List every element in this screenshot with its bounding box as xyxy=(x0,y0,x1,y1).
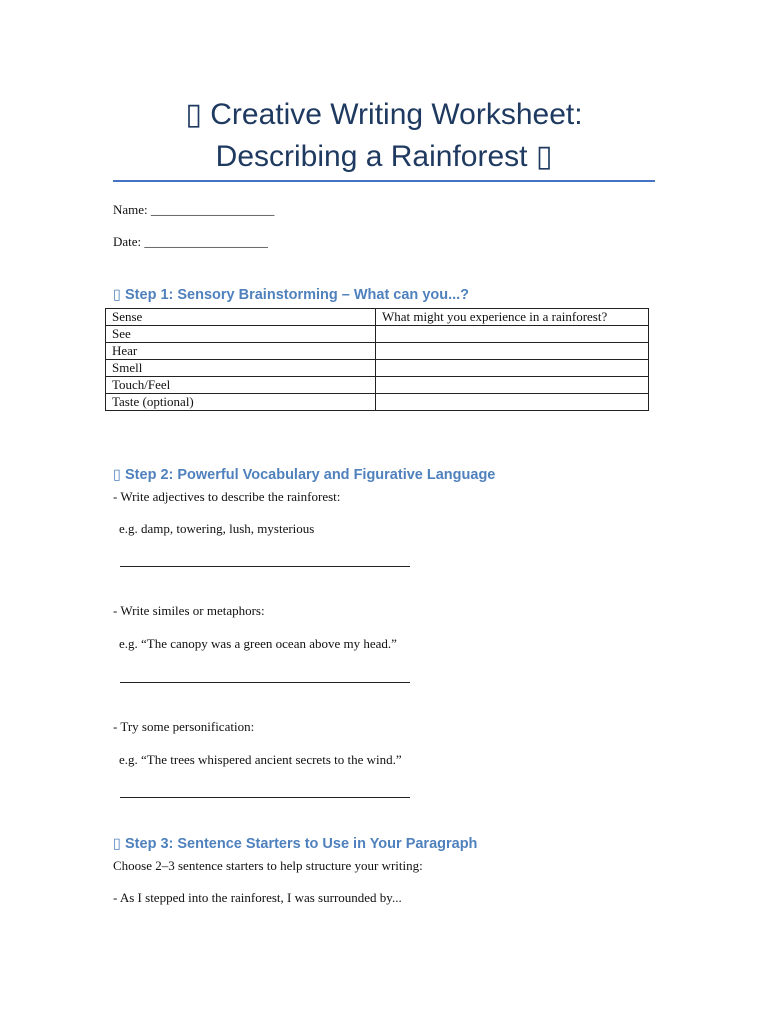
table-header-row xyxy=(106,309,649,326)
similes-example: e.g. “The canopy was a green ocean above my head.” xyxy=(119,636,397,651)
similes-prompt: - Write similes or metaphors: xyxy=(113,603,265,618)
table-header-sense: Sense xyxy=(106,309,376,326)
experience-cell[interactable] xyxy=(376,377,649,394)
sense-label: Taste (optional) xyxy=(106,394,376,411)
title-line-1: ▯ Creative Writing Worksheet: xyxy=(185,98,583,131)
sense-label: See xyxy=(106,326,376,343)
table-row xyxy=(106,394,649,411)
sense-label: Hear xyxy=(106,343,376,360)
worksheet-title xyxy=(112,94,656,178)
experience-cell[interactable] xyxy=(376,394,649,411)
similes-answer-line[interactable] xyxy=(120,682,410,683)
table-row xyxy=(106,377,649,394)
experience-cell[interactable] xyxy=(376,360,649,377)
personification-prompt: - Try some personification: xyxy=(113,719,255,734)
table-header-experience: What might you experience in a rainforest? xyxy=(376,309,649,326)
step3-heading: ▯ Step 3: Sentence Starters to Use in Your Paragraph xyxy=(113,836,478,852)
name-field[interactable]: Name: ___________________ xyxy=(113,202,275,217)
personification-answer-line[interactable] xyxy=(120,797,410,798)
table-row xyxy=(106,326,649,343)
adjectives-example: e.g. damp, towering, lush, mysterious xyxy=(119,521,315,536)
sentence-starter-1: - As I stepped into the rainforest, I was surrounded by... xyxy=(113,890,402,905)
table-row xyxy=(106,343,649,360)
sense-label: Smell xyxy=(106,360,376,377)
experience-cell[interactable] xyxy=(376,343,649,360)
date-field[interactable]: Date: ___________________ xyxy=(113,234,268,249)
sensory-table xyxy=(105,308,649,411)
adjectives-answer-line[interactable] xyxy=(120,566,410,567)
step3-intro: Choose 2–3 sentence starters to help structure your writing: xyxy=(113,858,423,873)
step2-heading: ▯ Step 2: Powerful Vocabulary and Figurative Language xyxy=(113,467,496,483)
adjectives-prompt: - Write adjectives to describe the rainforest: xyxy=(113,489,341,504)
title-divider xyxy=(113,180,655,182)
table-row xyxy=(106,360,649,377)
title-line-2: Describing a Rainforest ▯ xyxy=(215,140,553,173)
sense-label: Touch/Feel xyxy=(106,377,376,394)
personification-example: e.g. “The trees whispered ancient secrets to the wind.” xyxy=(119,752,402,767)
experience-cell[interactable] xyxy=(376,326,649,343)
step1-heading: ▯ Step 1: Sensory Brainstorming – What can you...? xyxy=(113,287,470,303)
